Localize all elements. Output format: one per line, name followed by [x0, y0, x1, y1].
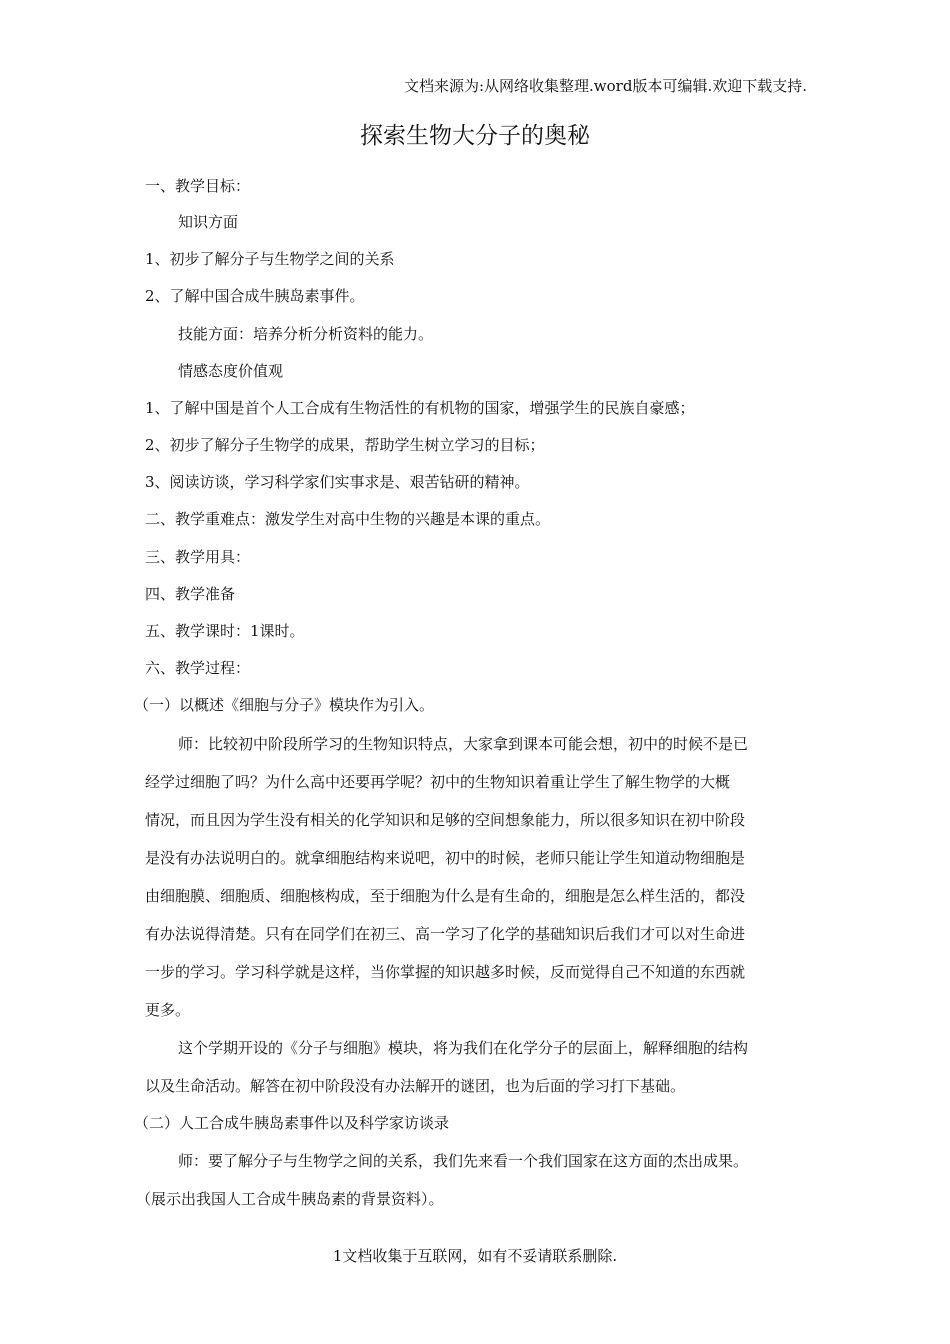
paragraph-line: 师：比较初中阶段所学习的生物知识特点，大家拿到课本可能会想，初中的时候不是已: [178, 735, 749, 753]
section-heading: 六、教学过程：: [145, 659, 251, 677]
paragraph-line: 由细胞膜、细胞质、细胞核构成，至于细胞为什么是有生命的，细胞是怎么样生活的，都没: [145, 887, 746, 905]
paragraph-line: 更多。: [145, 1001, 191, 1019]
list-item: 2、初步了解分子生物学的成果，帮助学生树立学习的目标；: [145, 436, 545, 454]
paragraph-line: 情况，而且因为学生没有相关的化学知识和足够的空间想象能力，所以很多知识在初中阶段: [145, 811, 746, 829]
paragraph-line: 一步的学习。学习科学就是这样，当你掌握的知识越多时候，反而觉得自己不知道的东西就: [145, 963, 746, 981]
paragraph-line: 这个学期开设的《分子与细胞》模块，将为我们在化学分子的层面上，解释细胞的结构: [178, 1039, 749, 1057]
section-heading: 四、教学准备: [145, 585, 236, 603]
subheading: 情感态度价值观: [178, 362, 284, 380]
subsection-heading: （一）以概述《细胞与分子》模块作为引入。: [134, 696, 435, 714]
paragraph-line: 以及生命活动。解答在初中阶段没有办法解开的谜团，也为后面的学习打下基础。: [145, 1077, 686, 1095]
subheading: 技能方面：培养分析分析资料的能力。: [178, 325, 434, 343]
footer-note: 1文档收集于互联网，如有不妥请联系删除.: [332, 1247, 618, 1265]
section-heading: 一、教学目标：: [145, 177, 251, 195]
paragraph-line: 经学过细胞了吗？为什么高中还要再学呢？初中的生物知识着重让学生了解生物学的大概: [145, 773, 731, 791]
section-heading: 二、教学重难点：激发学生对高中生物的兴趣是本课的重点。: [145, 510, 551, 528]
document-title: 探索生物大分子的奥秘: [360, 123, 590, 149]
paragraph-line: 有办法说得清楚。只有在同学们在初三、高一学习了化学的基础知识后我们才可以对生命进: [145, 925, 746, 943]
paragraph-line: 是没有办法说明白的。就拿细胞结构来说吧，初中的时候，老师只能让学生知道动物细胞是: [145, 849, 746, 867]
section-heading: 五、教学课时：1课时。: [145, 622, 305, 640]
list-item: 3、阅读访谈，学习科学家们实事求是、艰苦钻研的精神。: [145, 473, 530, 491]
list-item: 2、了解中国合成牛胰岛素事件。: [145, 287, 365, 305]
paragraph-line: （展示出我国人工合成牛胰岛素的背景资料）。: [136, 1190, 444, 1208]
list-item: 1、初步了解分子与生物学之间的关系: [145, 250, 395, 268]
list-item: 1、了解中国是首个人工合成有生物活性的有机物的国家，增强学生的民族自豪感；: [145, 399, 695, 417]
subsection-heading: （二）人工合成牛胰岛素事件以及科学家访谈录: [134, 1114, 450, 1132]
paragraph-line: 师：要了解分子与生物学之间的关系，我们先来看一个我们国家在这方面的杰出成果。: [178, 1152, 749, 1170]
section-heading: 三、教学用具：: [145, 548, 251, 566]
subheading: 知识方面: [178, 213, 239, 231]
header-source-note: 文档来源为:从网络收集整理.word版本可编辑.欢迎下载支持.: [403, 77, 807, 95]
